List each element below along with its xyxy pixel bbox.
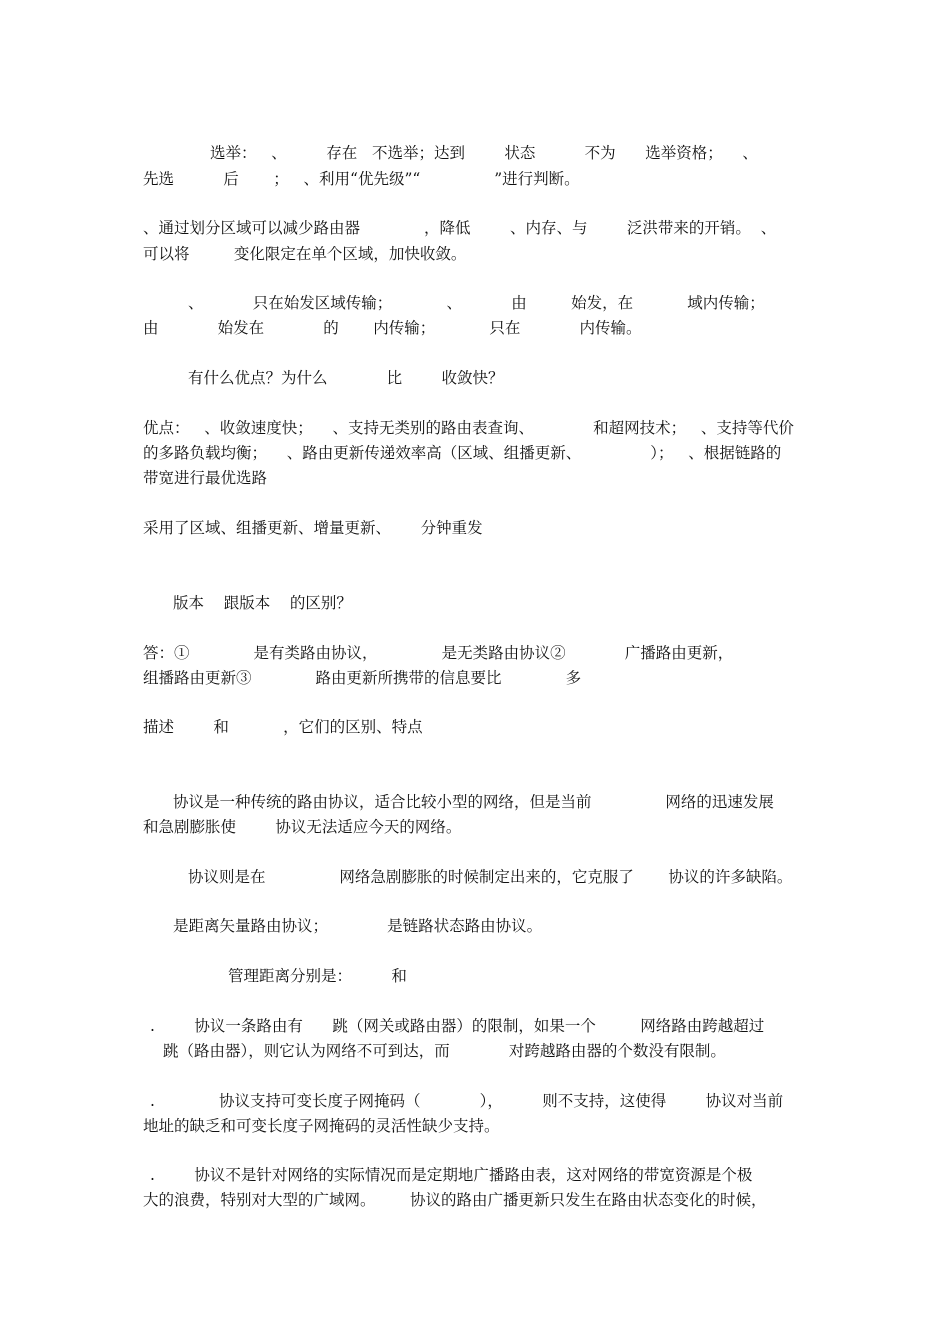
text-line: 协议则是在 网络急剧膨胀的时候制定出来的，它克服了 协议的许多缺陷。 [188,868,793,886]
section-heading: 版本 跟版本 的区别？ [173,594,352,612]
text-line: 优点： 、收敛速度快； 、支持无类别的路由表查询、 和超网技术； 、支持等代价 [143,419,794,437]
text-line: 采用了区域、组播更新、增量更新、 分钟重发 [143,519,483,537]
text-line: . 协议不是针对网络的实际情况而是定期地广播路由表，这对网络的带宽资源是个极 [150,1166,753,1184]
text-line: 和急剧膨胀使 协议无法适应今天的网络。 [143,818,462,836]
text-line: 、通过划分区域可以减少路由器 ，降低 、内存、与 泛洪带来的开销。 、 [143,219,777,237]
text-line: 可以将 变化限定在单个区域，加快收敛。 [143,245,467,263]
section-heading: 描述 和 ，它们的区别、特点 [143,718,423,736]
text-line: 、 只在始发区域传输； 、 由 始发，在 域内传输； [188,294,765,312]
text-line: 选举： 、 存在 不选举；达到 状态 不为 选举资格； 、 [210,144,758,162]
text-line: 跳（路由器），则它认为网络不可到达，而 对跨越路由器的个数没有限制。 [163,1042,726,1060]
text-line: 的多路负载均衡； 、路由更新传递效率高（区域、组播更新、 ）； 、根据链路的 [143,444,782,462]
text-line: 是距离矢量路由协议； 是链路状态路由协议。 [173,917,543,935]
text-line: 协议是一种传统的路由协议，适合比较小型的网络，但是当前 网络的迅速发展 [173,793,774,811]
text-line: 大的浪费，特别对大型的广域网。 协议的路由广播更新只发生在路由状态变化的时候， [143,1191,767,1209]
text-line: 组播路由更新③ 路由更新所携带的信息要比 多 [143,669,582,687]
text-line: 管理距离分别是： 和 [228,967,407,985]
text-line: . 协议支持可变长度子网掩码（ ）， 则不支持，这使得 协议对当前 [150,1092,784,1110]
section-heading: 有什么优点？为什么 比 收敛快？ [188,369,504,387]
text-line: 答：① 是有类路由协议， 是无类路由协议② 广播路由更新， [143,644,734,662]
text-line: 带宽进行最优选路 [143,469,268,487]
text-line: 由 始发在 的 内传输； 只在 内传输。 [143,319,642,337]
text-line: 地址的缺乏和可变长度子网掩码的灵活性缺少支持。 [143,1117,500,1135]
text-line: 先选 后 ； 、利用“优先级”“ ”进行判断。 [143,170,580,188]
text-line: . 协议一条路由有 跳（网关或路由器）的限制，如果一个 网络路由跨越超过 [150,1017,765,1035]
